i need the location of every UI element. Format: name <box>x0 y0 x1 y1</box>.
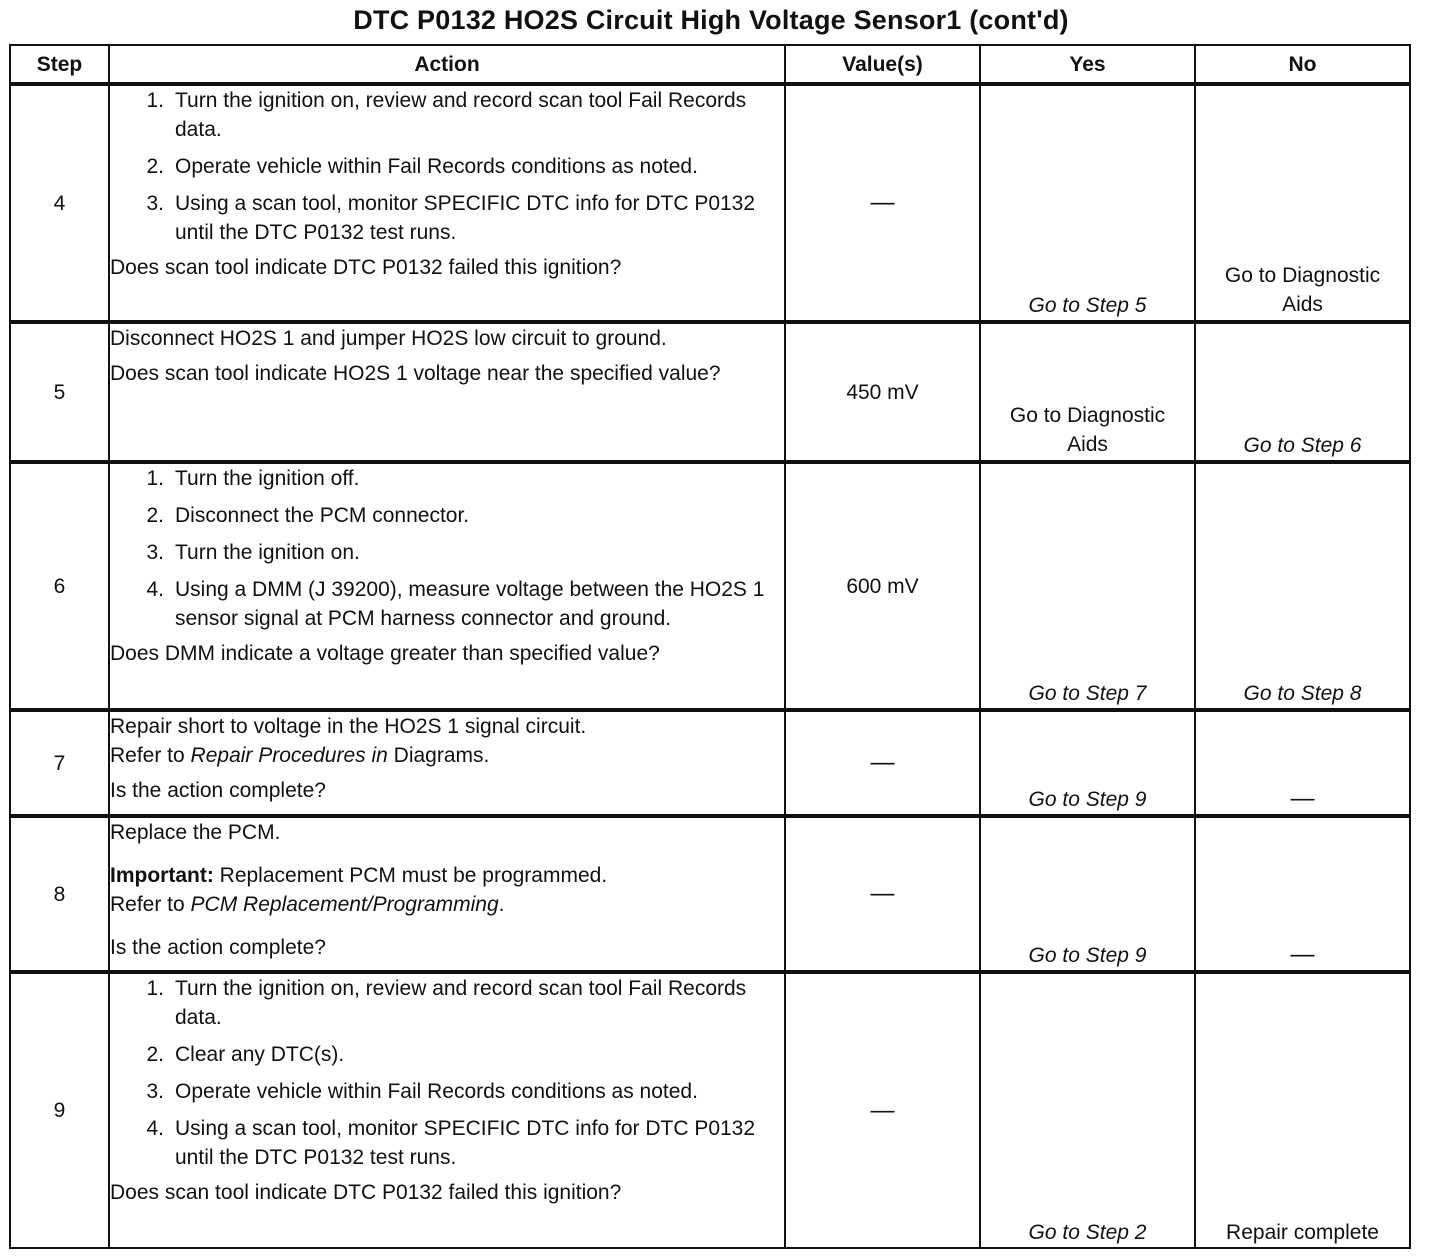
important-label: Important: <box>110 864 214 887</box>
action-step-item: 1. Turn the ignition off. <box>146 467 360 490</box>
yes-cell: Go to Diagnostic Aids <box>980 322 1195 462</box>
step-number: 8 <box>10 816 109 972</box>
yes-cell: Go to Step 9 <box>980 710 1195 816</box>
action-step-item: 1. Turn the ignition on, review and record scan tool Fail Records data. <box>146 89 747 141</box>
diagnostic-table <box>9 44 1411 1249</box>
action-step-item: 3. Using a scan tool, monitor SPECIFIC DTC info for DTC P0132 until the DTC P0132 test runs. <box>146 192 756 244</box>
action-reference: Refer to PCM Replacement/Programming. <box>110 893 505 916</box>
action-step-item: 1. Turn the ignition on, review and record scan tool Fail Records data. <box>146 977 747 1029</box>
table-row <box>10 462 1410 710</box>
no-cell: Go to Step 8 <box>1195 462 1410 710</box>
important-note: Important: Replacement PCM must be programmed. <box>110 864 608 887</box>
yes-cell: Go to Step 5 <box>980 84 1195 322</box>
value-cell: 450 mV <box>785 322 980 462</box>
value-cell: — <box>785 972 980 1248</box>
action-question: Does scan tool indicate DTC P0132 failed this ignition? <box>110 256 622 279</box>
action-steps <box>110 464 784 633</box>
action-question: Does scan tool indicate HO2S 1 voltage near the specified value? <box>110 362 721 385</box>
action-cell <box>109 84 785 322</box>
header-no: No <box>1195 45 1410 84</box>
step-number: 9 <box>10 972 109 1248</box>
no-cell: Repair complete <box>1195 972 1410 1248</box>
action-cell <box>109 972 785 1248</box>
action-step-item: 4. Using a DMM (J 39200), measure voltage between the HO2S 1 sensor signal at PCM harness connector and ground. <box>146 578 765 630</box>
step-number: 5 <box>10 322 109 462</box>
action-intro: Repair short to voltage in the HO2S 1 signal circuit. <box>110 715 587 738</box>
value-cell: — <box>785 710 980 816</box>
value-cell: — <box>785 816 980 972</box>
action-steps <box>110 974 784 1172</box>
table-row <box>10 322 1410 462</box>
header-step: Step <box>10 45 109 84</box>
yes-cell: Go to Step 7 <box>980 462 1195 710</box>
no-cell: Go to Diagnostic Aids <box>1195 84 1410 322</box>
action-cell <box>109 710 785 816</box>
header-value: Value(s) <box>785 45 980 84</box>
value-cell: — <box>785 84 980 322</box>
action-cell <box>109 322 785 462</box>
action-step-item: 4. Using a scan tool, monitor SPECIFIC DTC info for DTC P0132 until the DTC P0132 test runs. <box>146 1117 756 1169</box>
table-row <box>10 84 1410 322</box>
action-question: Is the action complete? <box>110 936 326 959</box>
no-cell: Go to Step 6 <box>1195 322 1410 462</box>
action-step-item: 2. Clear any DTC(s). <box>146 1043 345 1066</box>
action-reference: Refer to Repair Procedures in Diagrams. <box>110 744 490 767</box>
action-intro: Disconnect HO2S 1 and jumper HO2S low circuit to ground. <box>110 327 667 350</box>
table-header-row <box>10 45 1410 84</box>
reference-link: PCM Replacement/Programming <box>190 893 499 916</box>
table-row <box>10 710 1410 816</box>
action-steps <box>110 86 784 247</box>
action-step-item: 2. Disconnect the PCM connector. <box>146 504 470 527</box>
action-cell <box>109 462 785 710</box>
yes-cell: Go to Step 9 <box>980 816 1195 972</box>
step-number: 4 <box>10 84 109 322</box>
no-cell: — <box>1195 816 1410 972</box>
page-title: DTC P0132 HO2S Circuit High Voltage Sensor1 (cont'd) <box>353 5 1069 35</box>
action-step-item: 2. Operate vehicle within Fail Records conditions as noted. <box>146 155 698 178</box>
header-action: Action <box>109 45 785 84</box>
action-intro: Replace the PCM. <box>110 821 281 844</box>
step-number: 7 <box>10 710 109 816</box>
yes-cell: Go to Step 2 <box>980 972 1195 1248</box>
header-yes: Yes <box>980 45 1195 84</box>
value-cell: 600 mV <box>785 462 980 710</box>
step-number: 6 <box>10 462 109 710</box>
table-row <box>10 972 1410 1248</box>
table-row <box>10 816 1410 972</box>
action-step-item: 3. Operate vehicle within Fail Records conditions as noted. <box>146 1080 698 1103</box>
reference-link: Repair Procedures in <box>190 744 388 767</box>
action-question: Does DMM indicate a voltage greater than specified value? <box>110 642 660 665</box>
action-question: Is the action complete? <box>110 779 326 802</box>
no-cell: — <box>1195 710 1410 816</box>
action-question: Does scan tool indicate DTC P0132 failed this ignition? <box>110 1181 622 1204</box>
action-cell <box>109 816 785 972</box>
action-step-item: 3. Turn the ignition on. <box>146 541 360 564</box>
